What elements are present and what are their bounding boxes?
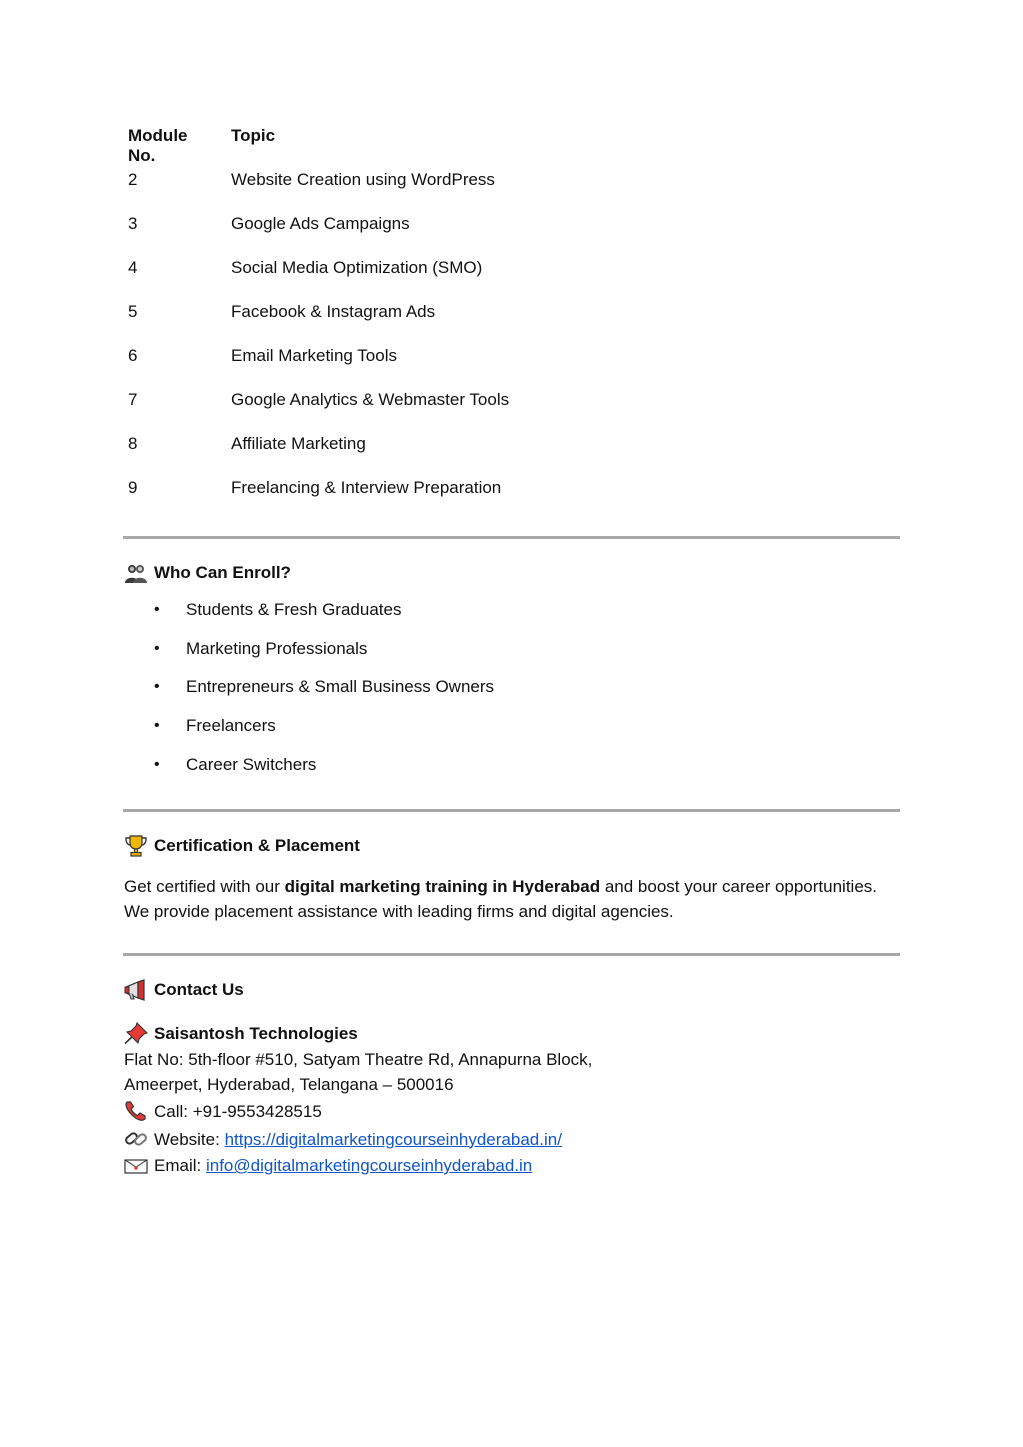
list-item-text: Students & Fresh Graduates [186,600,402,619]
module-number: 8 [128,434,138,453]
module-number: 6 [128,346,138,365]
enroll-heading [124,562,291,584]
phone-line [124,1097,592,1125]
link-icon [124,1128,148,1150]
email-label: Email: [154,1156,206,1175]
paragraph-bold-text: digital marketing training in Hyderabad [284,877,601,896]
address-line-2: Ameerpet, Hyderabad, Telangana – 500016 [124,1075,454,1094]
certification-title: Certification & Placement [154,836,360,855]
envelope-icon [124,1155,148,1177]
website-label: Website: [154,1129,225,1149]
email-line [124,1153,592,1178]
list-item-text: Marketing Professionals [186,638,368,658]
megaphone-icon [124,979,148,1001]
website-link[interactable]: https://digitalmarketingcourseinhyderabad.in/ [224,1129,562,1149]
module-topic: Social Media Optimization (SMO) [231,258,483,277]
module-number: 7 [128,390,138,409]
enroll-title: Who Can Enroll? [154,563,291,582]
company-line [124,1019,592,1047]
telephone-icon [124,1100,148,1122]
section-divider [123,809,900,812]
list-item-text: Freelancers [186,716,276,736]
address-line [124,1047,592,1072]
certification-paragraph [124,874,904,924]
module-number: 3 [128,214,138,233]
module-topic: Google Analytics & Webmaster Tools [231,390,510,409]
module-number: 5 [128,302,138,321]
contact-heading [124,979,244,1001]
list-item-text: Career Switchers [186,754,317,774]
address-line-1: Flat No: 5th-floor #510, Satyam Theatre Rd, Annapurna Block, [124,1050,593,1069]
module-topic: Google Ads Campaigns [231,214,410,233]
module-topic: Freelancing & Interview Preparation [231,478,502,497]
document-page: Module No. Topic 2 Website Creation using WordPress 3 Google Ads Campaigns 4 Social Media Optimization (SMO) 5 Facebook & Instagram Ads 6 Email Marketing Tools 7 Google Analytics & Webmaster Tools 8 Affiliate Marketing 9 Freelancing & Interview Preparation Who Can Enroll? • Students & Fresh Graduates • Marketing Professionals • Entrepreneurs & Small Business Owners • Freelancers • Career Switchers Certification & Placement Get certified with our digital marketing training in Hyderabad and boost your career opportunities. We provide placement assistance with leading firms and digital agencies. Contact Us Saisantosh Technologies Flat No: 5th-floor #510, Satyam Theatre Rd, Annapurna Block, Ameerpet, Hyderabad, Telangana – 500016 Call: +91-9553428515 Website: https://digitalmarketingcourseinhyderabad.in/ Email: info@digitalmarketingcourseinhyderabad.in [0,0,1023,1447]
header-module-no: Module No. [128,126,188,165]
paragraph-text: Get certified with our [124,877,285,896]
section-divider [123,953,900,956]
paragraph-text: and boost your career opportunities. We provide placement assistance with leading firms and digital agencies. [124,877,878,921]
list-item-text: Entrepreneurs & Small Business Owners [186,677,495,697]
module-number: 9 [128,478,138,497]
section-divider [123,536,900,539]
module-topic: Facebook & Instagram Ads [231,302,436,321]
people-icon [124,562,148,584]
module-number: 4 [128,258,138,277]
module-topic: Website Creation using WordPress [231,170,495,189]
module-number: 2 [128,170,138,189]
phone-text: Call: +91-9553428515 [154,1101,322,1121]
trophy-icon [124,835,148,857]
pushpin-icon [124,1022,148,1044]
contact-block [124,1019,592,1178]
header-topic: Topic [231,126,276,145]
company-name: Saisantosh Technologies [154,1023,358,1043]
email-link[interactable]: info@digitalmarketingcourseinhyderabad.in [205,1156,533,1175]
module-topic: Affiliate Marketing [231,434,366,453]
module-topic: Email Marketing Tools [231,346,397,365]
address-line [124,1072,592,1097]
certification-heading [124,835,360,857]
website-line [124,1125,592,1153]
contact-title: Contact Us [154,980,244,999]
